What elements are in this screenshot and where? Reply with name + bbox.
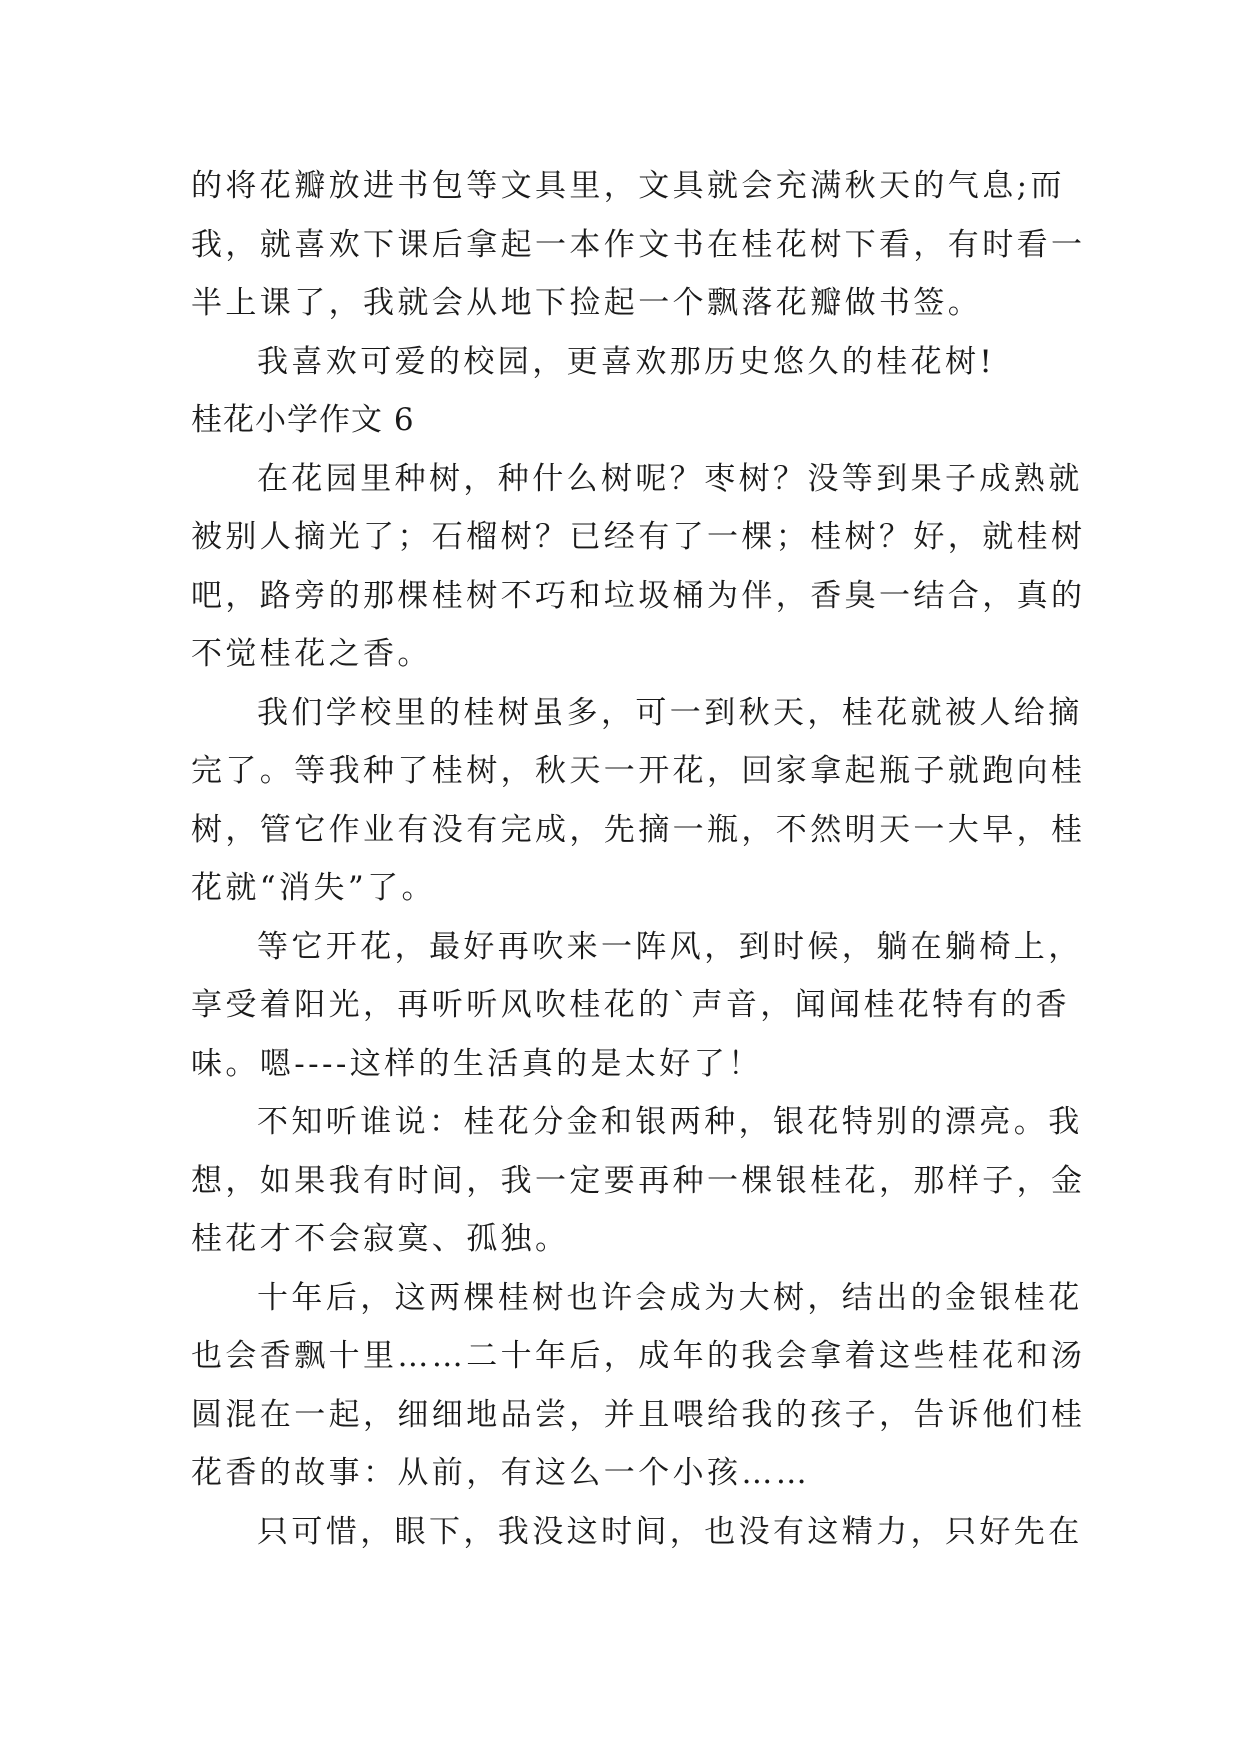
text-line: 桂花才不会寂寞、孤独。	[191, 1221, 570, 1257]
text-line: 想，如果我有时间，我一定要再种一棵银桂花，那样子，金	[191, 1162, 1086, 1199]
text-line: 的将花瓣放进书包等文具里，文具就会充满秋天的气息;而	[191, 168, 1065, 204]
text-line: 被别人摘光了；石榴树？已经有了一棵；桂树？好，就桂树	[191, 519, 1086, 555]
text-line: 树，管它作业有没有完成，先摘一瓶，不然明天一大早，桂	[191, 811, 1086, 848]
text-line: 圆混在一起，细细地品尝，并且喂给我的孩子，告诉他们桂	[191, 1396, 1086, 1433]
text-line: 花就“消失”了。	[191, 870, 436, 906]
text-line: 不知听谁说：桂花分金和银两种，银花特别的漂亮。我	[257, 1104, 1083, 1140]
text-line: 吧，路旁的那棵桂树不巧和垃圾桶为伴，香臭一结合，真的	[191, 577, 1086, 614]
text-line: 花香的故事：从前，有这么一个小孩……	[191, 1455, 811, 1491]
text-line: 不觉桂花之香。	[191, 636, 432, 672]
text-line: 我，就喜欢下课后拿起一本作文书在桂花树下看，有时看一	[191, 226, 1086, 263]
text-line: 享受着阳光，再听听风吹桂花的`声音，闻闻桂花特有的香	[191, 987, 1070, 1023]
text-line: 我们学校里的桂树虽多，可一到秋天，桂花就被人给摘	[257, 694, 1083, 731]
text-line: 味。嗯----这样的生活真的是太好了！	[191, 1045, 763, 1082]
text-line: 完了。等我种了桂树，秋天一开花，回家拿起瓶子就跑向桂	[191, 753, 1086, 789]
text-line: 半上课了，我就会从地下捡起一个飘落花瓣做书签。	[191, 285, 983, 321]
text-line: 十年后，这两棵桂树也许会成为大树，结出的金银桂花	[257, 1279, 1083, 1316]
text-line: 在花园里种树，种什么树呢？枣树？没等到果子成熟就	[257, 460, 1083, 497]
essay-text	[191, 157, 1086, 1561]
text-line: 也会香飘十里……二十年后，成年的我会拿着这些桂花和汤	[191, 1338, 1086, 1374]
text-line: 只可惜，眼下，我没这时间，也没有这精力，只好先在	[257, 1513, 1083, 1550]
text-line: 等它开花，最好再吹来一阵风，到时候，躺在躺椅上，	[257, 928, 1083, 965]
section-heading: 桂花小学作文 6	[191, 402, 415, 438]
text-line: 我喜欢可爱的校园，更喜欢那历史悠久的桂花树!	[257, 343, 996, 380]
